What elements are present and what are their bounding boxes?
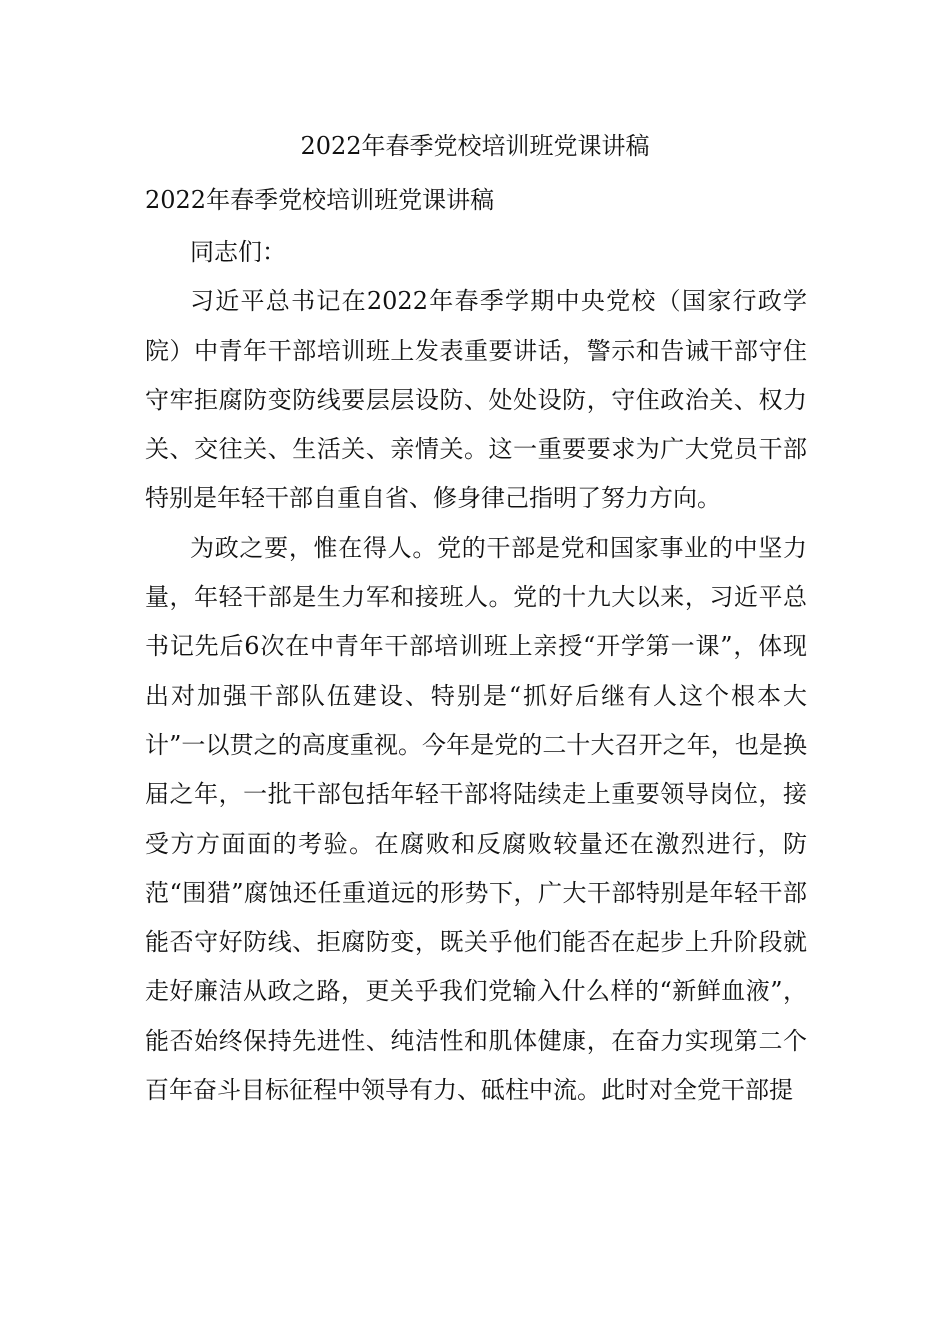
document-subtitle: 2022年春季党校培训班党课讲稿 (145, 186, 495, 214)
greeting: 同志们： (190, 238, 286, 266)
paragraph-2: 为政之要，惟在得人。党的干部是党和国家事业的中坚力量，年轻干部是生力军和接班人。党的十九大以来，习近平总书记先后6次在中青年干部培训班上亲授“开学第一课”，体现出对加强干部队伍建设、特别是“抓好后继有人这个根本大计”一以贯之的高度重视。今年是党的二十大召开之年，也是换届之年，一批干部包括年轻干部将陆续走上重要领导岗位，接受方方面面的考验。在腐败和反腐败较量还在激烈进行，防范“围猎”腐蚀还任重道远的形势下，广大干部特别是年轻干部能否守好防线、拒腐防变，既关乎他们能否在起步上升阶段就走好廉洁从政之路，更关乎我们党输入什么样的“新鲜血液”，能否始终保持先进性、纯洁性和肌体健康，在奋力实现第二个百年奋斗目标征程中领导有力、砥柱中流。此时对全党干部提 (145, 533, 807, 1105)
document-title: 2022年春季党校培训班党课讲稿 (300, 132, 650, 160)
paragraph-1: 习近平总书记在2022年春季学期中央党校（国家行政学院）中青年干部培训班上发表重要讲话，警示和告诫干部守住守牢拒腐防变防线要层层设防、处处设防，守住政治关、权力关、交往关、生活关、亲情关。这一重要要求为广大党员干部特别是年轻干部自重自省、修身律己指明了努力方向。 (145, 287, 807, 513)
document-body (145, 228, 807, 1115)
